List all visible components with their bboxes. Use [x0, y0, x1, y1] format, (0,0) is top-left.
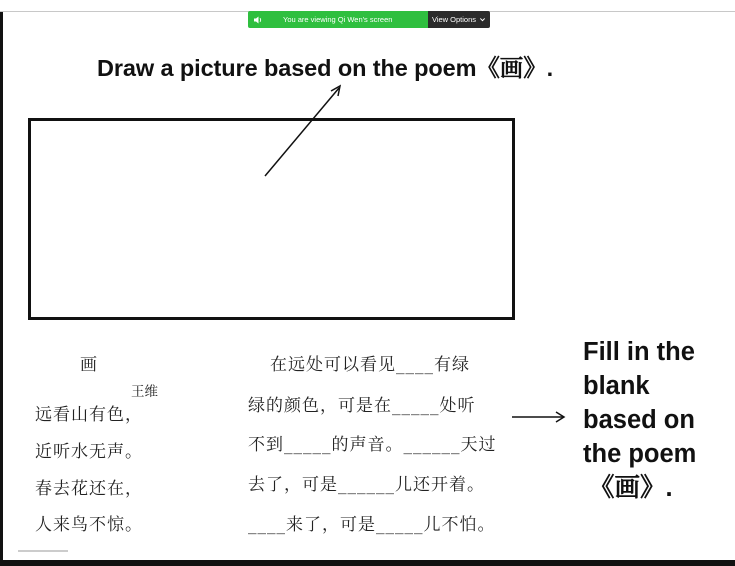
fill-blank-line: ____来了，可是_____儿不怕。 — [248, 515, 496, 535]
view-options-label: View Options — [431, 15, 477, 24]
instruction-line: blank — [583, 372, 650, 400]
poem-line: 近听水无声。 — [35, 442, 143, 462]
poem-line: 人来鸟不惊。 — [35, 515, 143, 535]
fill-blank-line: 不到_____的声音。______天过 — [248, 435, 497, 455]
poem-line: 远看山有色， — [35, 405, 143, 425]
poem-line: 春去花还在， — [35, 479, 143, 499]
page-heading: Draw a picture based on the poem《画》. — [97, 55, 554, 81]
fill-blank-instructions — [583, 335, 696, 505]
fill-blank-line: 绿的颜色，可是在_____处听 — [248, 396, 476, 416]
instruction-line: 《画》. — [589, 474, 673, 502]
poem-author: 王维 — [131, 384, 158, 400]
instruction-line: based on — [583, 406, 695, 434]
pointer-arrow — [265, 86, 340, 176]
instruction-line: Fill in the — [583, 338, 695, 366]
share-status-text: You are viewing Qi Wen's screen — [283, 15, 393, 24]
scroll-hint — [18, 550, 68, 552]
fill-blank-line: 在远处可以看见____有绿 — [270, 355, 470, 375]
instruction-line: the poem — [583, 440, 697, 468]
right-arrow — [512, 412, 564, 422]
fill-blank-line: 去了，可是______儿还开着。 — [248, 475, 485, 495]
poem-title: 画 — [80, 355, 97, 375]
